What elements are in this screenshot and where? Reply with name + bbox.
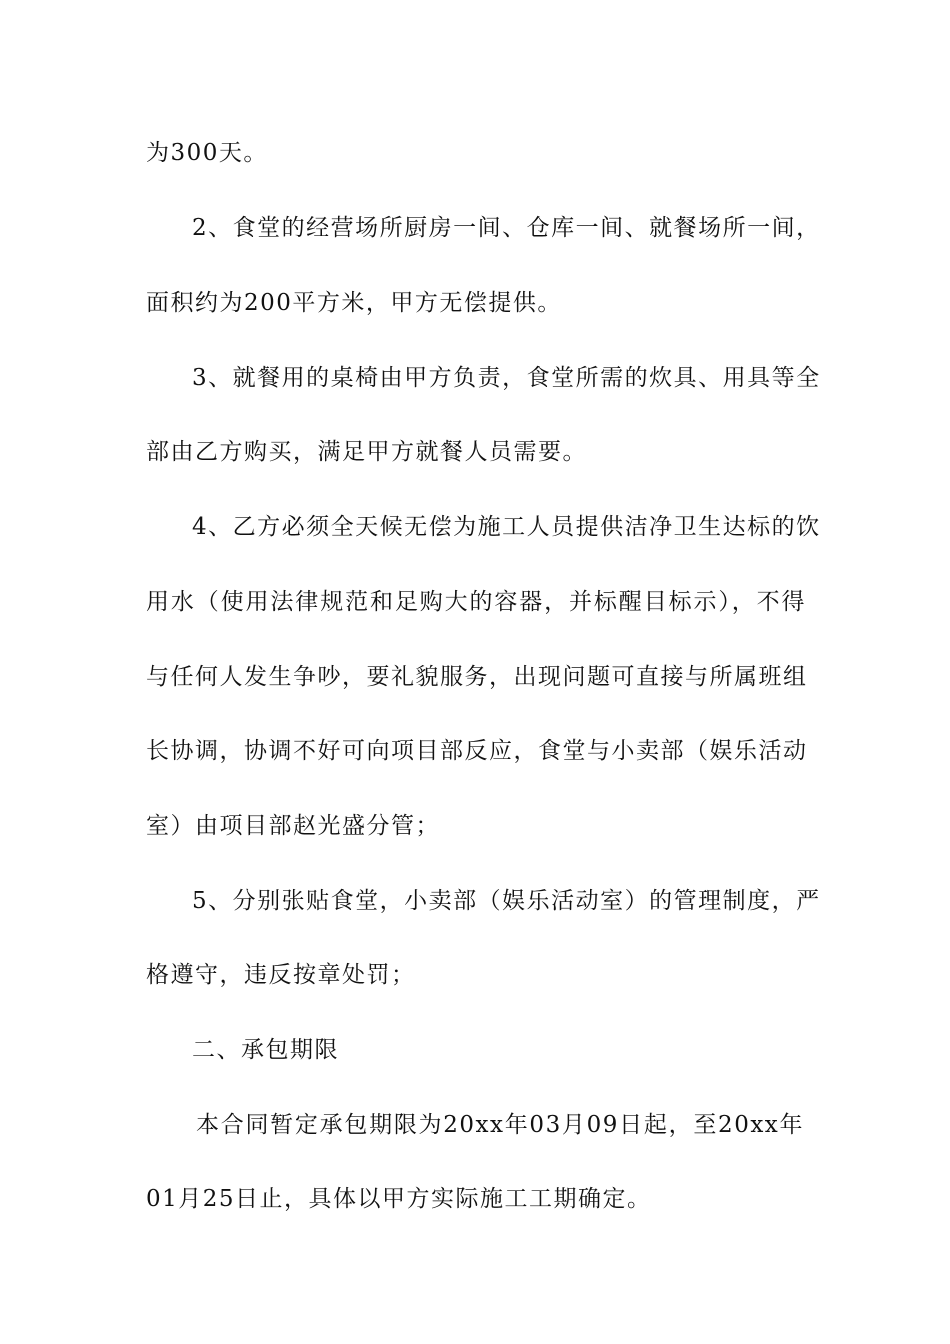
text-line: 01月25日止，具体以甲方实际施工工期确定。 — [146, 1186, 652, 1212]
item-5-line: 5、分别张贴食堂，小卖部（娱乐活动室）的管理制度，严 — [192, 888, 821, 914]
text-line: 长协调，协调不好可向项目部反应，食堂与小卖部（娱乐活动 — [146, 738, 808, 764]
text-line: 室）由项目部赵光盛分管； — [146, 813, 440, 839]
text-line: 用水（使用法律规范和足购大的容器，并标醒目标示），不得 — [146, 589, 806, 615]
text-line: 格遵守，违反按章处罚； — [146, 962, 416, 988]
item-2-line: 2、食堂的经营场所厨房一间、仓库一间、就餐场所一间， — [192, 215, 821, 241]
section-heading: 二、承包期限 — [192, 1037, 339, 1063]
text-line: 部由乙方购买，满足甲方就餐人员需要。 — [146, 439, 587, 465]
text-line: 面积约为200平方米，甲方无偿提供。 — [146, 290, 562, 316]
item-3-line: 3、就餐用的桌椅由甲方负责，食堂所需的炊具、用具等全 — [192, 365, 821, 391]
text-line: 本合同暂定承包期限为20xx年03月09日起，至20xx年 — [196, 1112, 804, 1138]
item-4-line: 4、乙方必须全天候无偿为施工人员提供洁净卫生达标的饮 — [192, 514, 821, 540]
text-line: 为300天。 — [146, 140, 268, 166]
text-line: 与任何人发生争吵，要礼貌服务，出现问题可直接与所属班组 — [146, 664, 808, 690]
